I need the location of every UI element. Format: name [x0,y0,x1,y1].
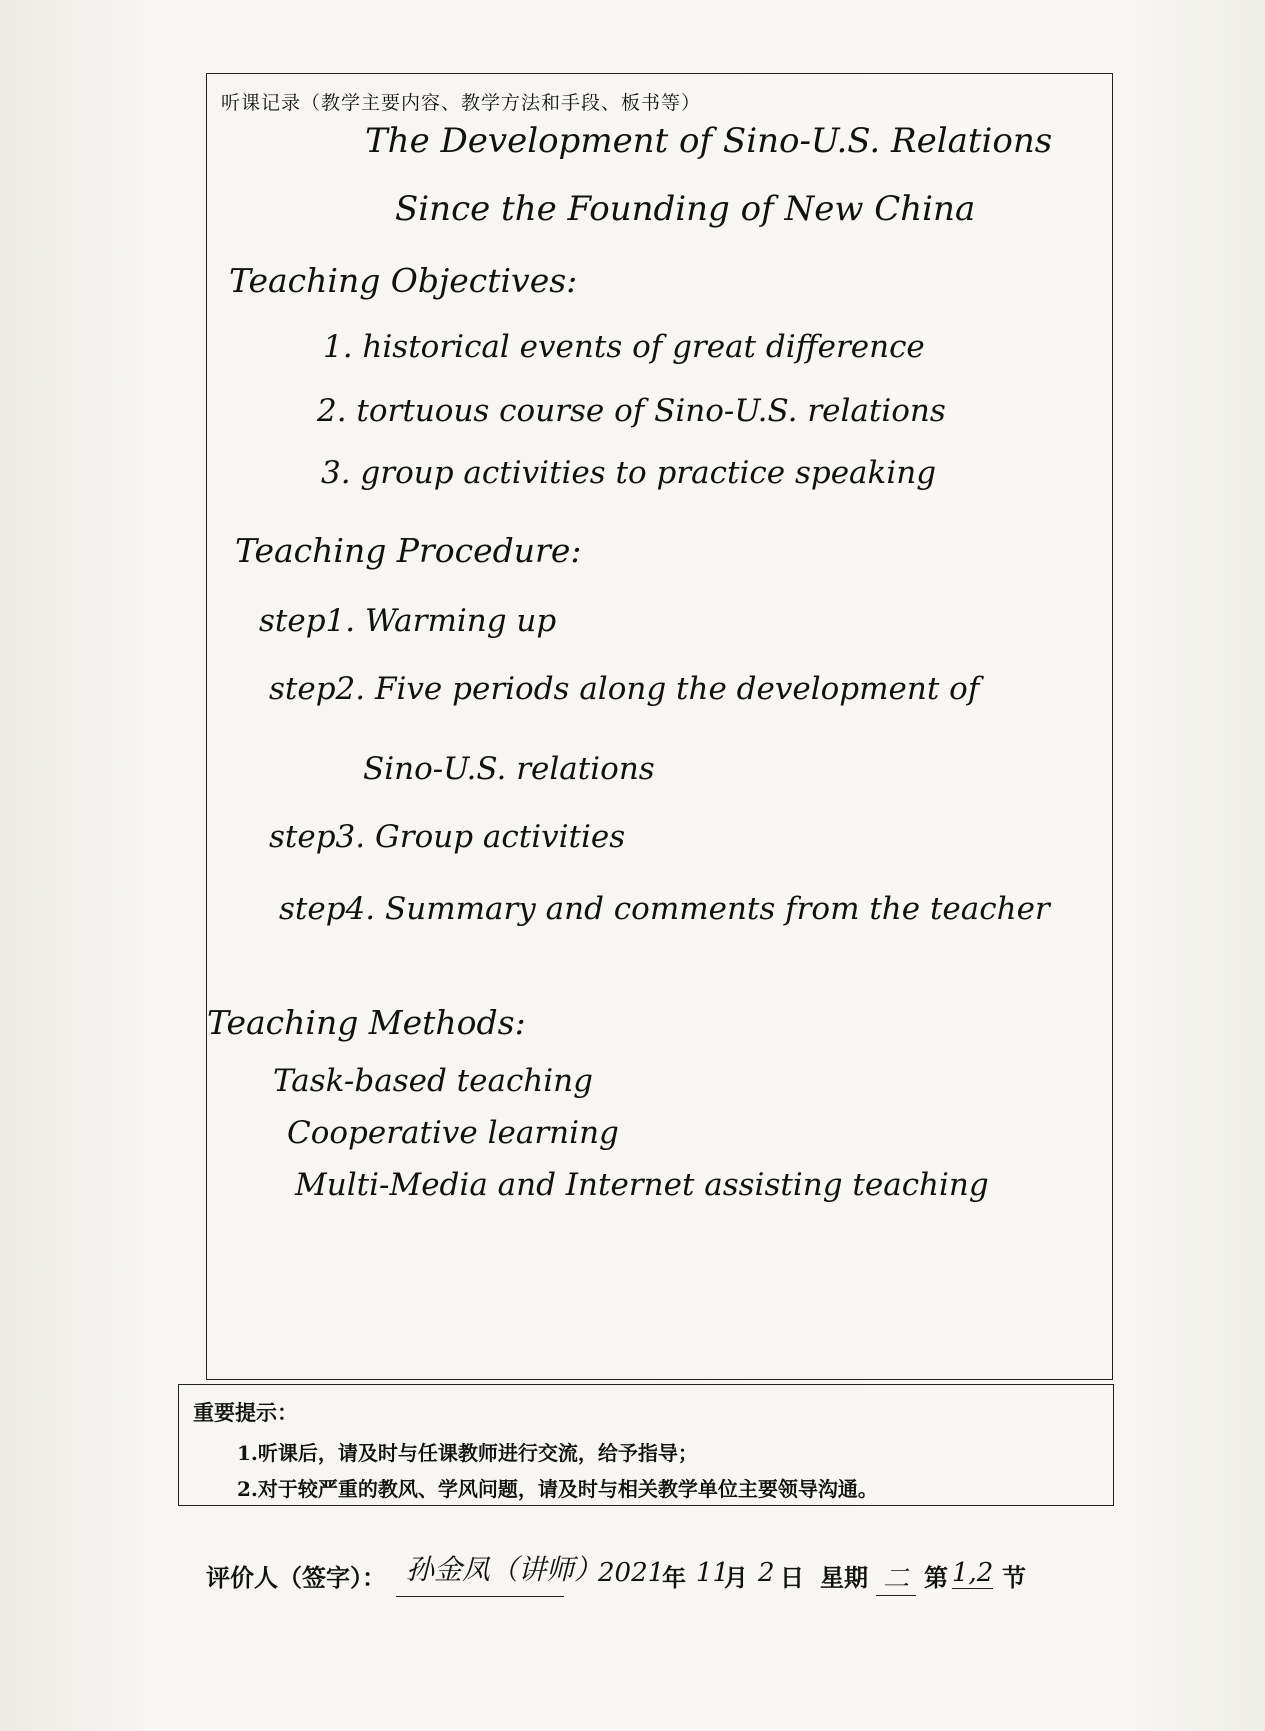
period-value: 1,2 [952,1558,994,1588]
month-label: 月 [724,1563,748,1592]
signature-underline [396,1596,564,1597]
weekday-label: 星期 [820,1563,868,1592]
lesson-title-line2: Since the Founding of New China [395,189,976,229]
evaluator-signature: 孙金凤（讲师） [406,1553,603,1586]
objectives-heading: Teaching Objectives: [229,261,578,300]
lesson-title-line1: The Development of Sino-U.S. Relations [365,121,1053,161]
tip-item: 2.对于较严重的教风、学风问题，请及时与相关教学单位主要领导沟通。 [237,1477,878,1501]
objective-item: 3. group activities to practice speaking [321,455,937,491]
lecture-record-box [206,73,1113,1380]
important-tips-box [178,1384,1114,1506]
date-year: 2021 [598,1558,665,1588]
procedure-step: step2. Five periods along the development of [269,671,980,707]
procedure-step: step1. Warming up [259,603,557,639]
form-header: 听课记录（教学主要内容、教学方法和手段、板书等） [221,92,702,114]
tip-item: 1.听课后，请及时与任课教师进行交流，给予指导； [237,1441,698,1465]
method-item: Cooperative learning [287,1115,619,1151]
objective-item: 1. historical events of great difference [323,329,925,365]
period-label: 第 [924,1563,948,1592]
day-label: 日 [780,1563,804,1592]
method-item: Task-based teaching [273,1063,593,1099]
period-suffix: 节 [1002,1563,1026,1592]
tips-title: 重要提示： [193,1400,298,1425]
procedure-step: step4. Summary and comments from the teacher [279,891,1050,927]
procedure-step: step3. Group activities [269,819,626,855]
date-day: 2 [758,1558,775,1588]
year-label: 年 [662,1563,686,1592]
procedure-heading: Teaching Procedure: [235,531,582,570]
objective-item: 2. tortuous course of Sino-U.S. relations [317,393,946,429]
methods-heading: Teaching Methods: [207,1003,526,1042]
procedure-step-continued: Sino-U.S. relations [363,751,655,787]
signature-row [206,1548,1106,1608]
method-item: Multi-Media and Internet assisting teaching [295,1167,989,1203]
evaluator-label: 评价人（签字）： [206,1563,386,1592]
date-month: 11 [696,1558,730,1588]
weekday-value: 二 [876,1558,916,1596]
